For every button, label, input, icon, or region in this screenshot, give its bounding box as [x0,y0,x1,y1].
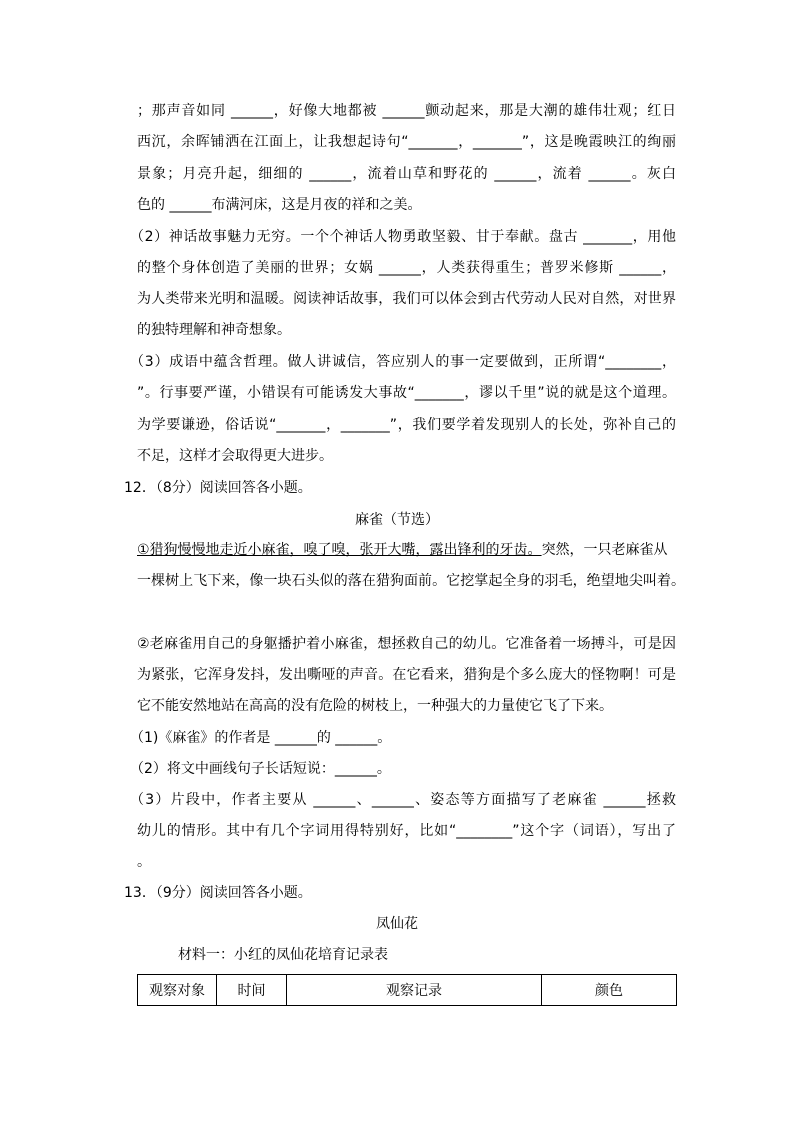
passage-line: 色的 ______布满河床，这是月夜的祥和之美。 [137,197,422,213]
passage-line: ”。行事要严谨，小错误有可能诱发大事故“_______，谬以千里”说的就是这个道理。 [137,385,676,401]
question-13-heading: 13．（9分）阅读回答各小题。 [124,885,312,901]
table-header: 时间 [217,975,287,1006]
paragraph-2-line: 为紧张，它浑身发抖，发出嘶哑的声音。在它看来，猎狗是个多么庞大的怪物啊！可是 [137,667,676,683]
table-header-row [138,975,677,1006]
passage-line: （2）神话故事魅力无穷。一个个神话人物勇敢坚毅、甘于奉献。盘古 _______，用他 [130,229,676,245]
passage-line: 的独特理解和神奇想象。 [137,322,291,338]
paragraph-1-line: 一棵树上飞下来，像一块石头似的落在猎狗面前。它挖掌起全身的羽毛，绝望地尖叫着。 [137,573,685,589]
paragraph-1-rest: 突然，一只老麻雀从 [541,542,668,558]
paragraph-2-line: 它不能安然地站在高高的没有危险的树枝上，一种强大的力量使它飞了下来。 [137,698,613,714]
table-header: 颜色 [542,975,677,1006]
passage-line: 景象；月亮升起，细细的 ______，流着山草和野花的 ______，流着 ______。灰白 [137,166,676,182]
subquestion-3: （3）片段中，作者主要从 ______、______、姿态等方面描写了老麻雀 ______拯救 [130,792,676,808]
subquestion-3: 幼儿的情形。其中有几个字词用得特别好，比如“________”这个字（词语），写出了 [137,823,676,839]
passage-line: （3）成语中蕴含哲理。做人讲诚信，答应别人的事一定要做到，正所谓“________， [130,354,676,370]
subquestion-3: 。 [137,854,151,870]
subquestion-1: （1)《麻雀》的作者是 ______的 ______。 [130,730,392,746]
passage-line: 不足，这样才会取得更大进步。 [137,448,333,464]
passage-line: 西沉，余晖铺洒在江面上，让我想起诗句“_______，_______”，这是晚霞映江的绚丽 [137,134,676,150]
material-label: 材料一：小红的凤仙花培育记录表 [178,947,388,963]
passage-title: 凤仙花 [376,916,418,932]
paragraph-2-line: ②老麻雀用自己的身躯播护着小麻雀，想拯救自己的幼儿。它准备着一场搏斗，可是因 [137,636,676,652]
question-12-heading: 12．（8分）阅读回答各小题。 [124,480,312,496]
passage-line: ；那声音如同 ______，好像大地都被 ______颤动起来，那是大潮的雄伟壮观；红日 [137,103,676,119]
passage-title: 麻雀（节选） [355,512,439,528]
passage-line: 为人类带来光明和温暖。阅读神话故事，我们可以体会到古代劳动人民对自然，对世界 [137,291,676,307]
paragraph-1-line [137,540,676,560]
table-header: 观察记录 [287,975,542,1006]
table-header: 观察对象 [138,975,217,1006]
underlined-sentence: ①猎狗慢慢地走近小麻雀，嗅了嗅，张开大嘴，露出锋利的牙齿。 [137,542,542,558]
passage-line: 为学要谦逊，俗话说“_______，_______”，我们要学着发现别人的长处，弥补自己的 [137,417,676,433]
passage-line: 的整个身体创造了美丽的世界；女娲 ______，人类获得重生；普罗米修斯 ______， [137,260,676,276]
subquestion-2: （2）将文中画线句子长话短说：______。 [130,761,391,777]
record-table [137,974,677,1006]
